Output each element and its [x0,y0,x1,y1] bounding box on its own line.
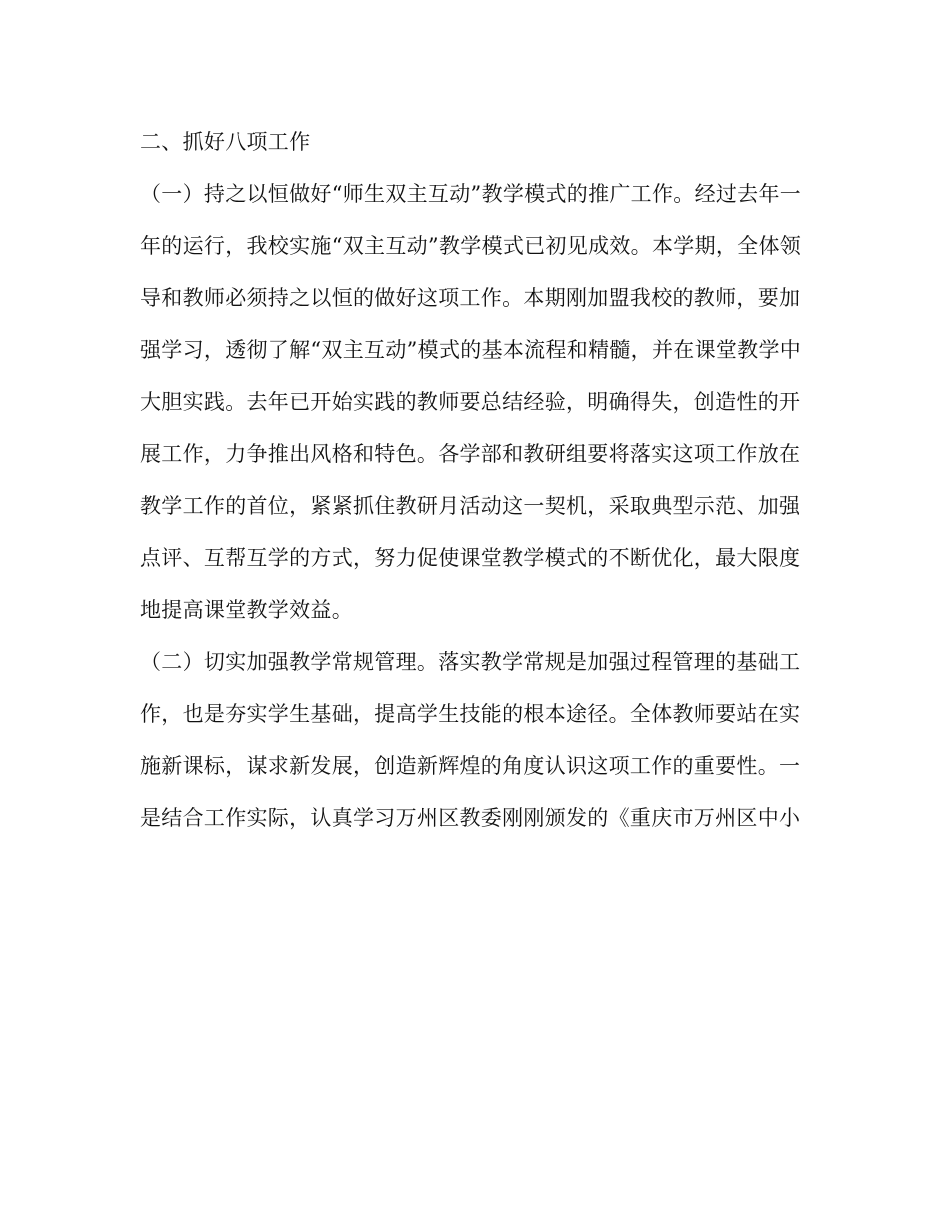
text-line: 大胆实践。去年已开始实践的教师要总结经验，明确得失，创造性的开 [140,390,801,414]
text-line: （二）切实加强教学常规管理。落实教学常规是加强过程管理的基础工 [140,650,801,674]
text-line: 施新课标，谋求新发展，创造新辉煌的角度认识这项工作的重要性。一 [140,754,801,778]
text-line: 教学工作的首位，紧紧抓住教研月活动这一契机，采取典型示范、加强 [140,494,801,518]
text-line: 展工作，力争推出风格和特色。各学部和教研组要将落实这项工作放在 [140,442,801,466]
text-line: 强学习，透彻了解“双主互动”模式的基本流程和精髓，并在课堂教学中 [140,338,802,362]
text-line: （一）持之以恒做好“师生双主互动”教学模式的推广工作。经过去年一 [140,182,802,206]
document-body [140,122,820,850]
text-line: 作，也是夯实学生基础，提高学生技能的根本途径。全体教师要站在实 [140,702,801,726]
text-line: 导和教师必须持之以恒的做好这项工作。本期刚加盟我校的教师，要加 [140,286,801,310]
text-line: 是结合工作实际，认真学习万州区教委刚刚颁发的《重庆市万州区中小 [140,806,801,830]
text-line: 点评、互帮互学的方式，努力促使课堂教学模式的不断优化，最大限度 [140,546,801,570]
text-line: 年的运行，我校实施“双主互动”教学模式已初见成效。本学期，全体领 [140,234,802,258]
section-heading: 二、抓好八项工作 [140,130,311,154]
text-line: 地提高课堂教学效益。 [140,598,353,622]
